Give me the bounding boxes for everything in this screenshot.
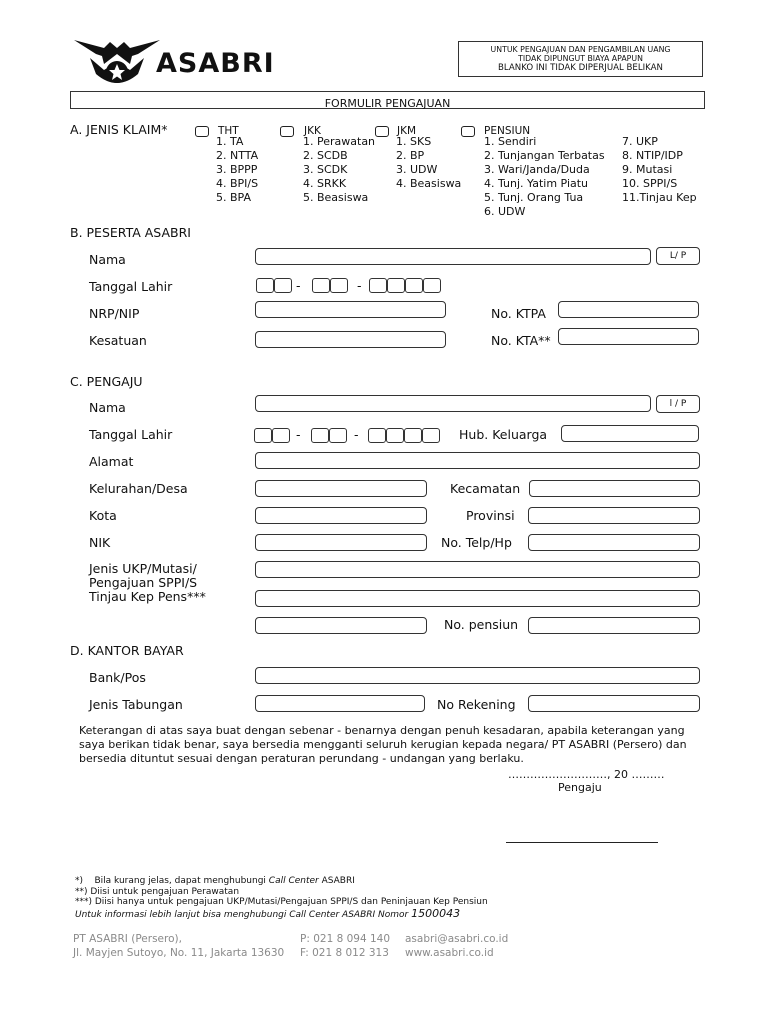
- date-dash: -: [296, 278, 301, 293]
- date-dash: -: [354, 427, 359, 442]
- footnote-1: *) Bila kurang jelas, dapat menghubungi Call Center ASABRI: [75, 876, 355, 886]
- jkk-label: JKK: [304, 125, 321, 137]
- asabri-logo: [74, 34, 160, 90]
- provinsi-label: Provinsi: [466, 508, 515, 523]
- date-cell[interactable]: [368, 428, 386, 443]
- kesatuan-label: Kesatuan: [89, 333, 147, 348]
- jkk-checkbox[interactable]: [280, 126, 294, 137]
- company-phone: P: 021 8 094 140: [300, 933, 391, 945]
- hub-keluarga-field[interactable]: [561, 425, 699, 442]
- alamat-field[interactable]: [255, 452, 700, 469]
- date-dash: -: [357, 278, 362, 293]
- pensiun-label: PENSIUN: [484, 125, 531, 137]
- date-cell[interactable]: [312, 278, 330, 293]
- nrp-label: NRP/NIP: [89, 306, 140, 321]
- section-d-title: D. KANTOR BAYAR: [70, 643, 184, 658]
- tht-list: [216, 135, 258, 205]
- pensiun-extra-list: [622, 135, 697, 205]
- jkm-label: JKM: [397, 125, 417, 137]
- section-b-title: B. PESERTA ASABRI: [70, 225, 191, 240]
- company-email[interactable]: asabri@asabri.co.id: [405, 933, 509, 945]
- alamat-label: Alamat: [89, 454, 134, 469]
- tht-label: THT: [218, 125, 239, 137]
- no-rekening-field[interactable]: [528, 695, 700, 712]
- date-cell[interactable]: [422, 428, 440, 443]
- pensiun-item: 6. UDW: [484, 205, 526, 218]
- kelurahan-field[interactable]: [255, 480, 427, 497]
- date-cell[interactable]: [329, 428, 347, 443]
- date-cell[interactable]: [387, 278, 405, 293]
- pensiun-item: 5. Tunj. Orang Tua: [484, 191, 584, 204]
- jenis-ukp-field-2[interactable]: [255, 590, 700, 607]
- bank-label: Bank/Pos: [89, 670, 146, 685]
- pensiun-checkbox[interactable]: [461, 126, 475, 137]
- tht-item: 1. TA: [216, 135, 244, 148]
- kecamatan-label: Kecamatan: [450, 481, 521, 496]
- nik-field[interactable]: [255, 534, 427, 551]
- no-pensiun-label: No. pensiun: [444, 617, 519, 632]
- pensiun-item: 9. Mutasi: [622, 163, 673, 176]
- kecamatan-field[interactable]: [529, 480, 700, 497]
- notice-box: [458, 41, 703, 77]
- section-a-title: A. JENIS KLAIM*: [70, 122, 168, 137]
- jenis-tabungan-label: Jenis Tabungan: [89, 697, 183, 712]
- pensiun-item: 1. Sendiri: [484, 135, 537, 148]
- date-cell[interactable]: [386, 428, 404, 443]
- jkk-item: 5. Beasiswa: [303, 191, 369, 204]
- kta-field[interactable]: [558, 328, 699, 345]
- date-cell[interactable]: [272, 428, 290, 443]
- tht-checkbox[interactable]: [195, 126, 209, 137]
- date-cell[interactable]: [369, 278, 387, 293]
- declaration-line-3: bersedia dituntut sesuai dengan peraturan perundang - undangan yang berlaku.: [79, 752, 524, 765]
- declaration-line-2: saya berikan tidak benar, saya bersedia mengganti seluruh kerugian kepada negara/ PT ASABRI (Persero) dan: [79, 738, 687, 751]
- pensiun-extra-field[interactable]: [255, 617, 427, 634]
- kota-field[interactable]: [255, 507, 427, 524]
- signer-label: Pengaju: [558, 781, 602, 794]
- kelurahan-label: Kelurahan/Desa: [89, 481, 188, 496]
- declaration-line-1: Keterangan di atas saya buat dengan sebenar - benarnya dengan penuh kesadaran, apabila keterangan yang: [79, 724, 685, 737]
- ktpa-field[interactable]: [558, 301, 699, 318]
- footnote-2: **) Diisi untuk pengajuan Perawatan: [75, 887, 240, 897]
- date-cell[interactable]: [256, 278, 274, 293]
- jkm-item: 4. Beasiswa: [396, 177, 462, 190]
- jenis-ukp-line-3: Tinjau Kep Pens***: [89, 589, 206, 604]
- jenis-ukp-label: [89, 562, 206, 604]
- notice-line-2: TIDAK DIPUNGUT BIAYA APAPUN: [518, 54, 643, 63]
- hub-keluarga-label: Hub. Keluarga: [459, 427, 548, 442]
- date-cell[interactable]: [254, 428, 272, 443]
- date-place-line: ………………………, 20 ………: [508, 768, 665, 781]
- no-pensiun-field[interactable]: [528, 617, 700, 634]
- peserta-nama-label: Nama: [89, 252, 126, 267]
- pensiun-item: 8. NTIP/IDP: [622, 149, 683, 162]
- declaration: [79, 724, 687, 766]
- jenis-tabungan-field[interactable]: [255, 695, 425, 712]
- jkk-item: 1. Perawatan: [303, 135, 376, 148]
- kesatuan-field[interactable]: [255, 331, 446, 348]
- date-dash: -: [296, 427, 301, 442]
- date-cell[interactable]: [423, 278, 441, 293]
- date-cell[interactable]: [274, 278, 292, 293]
- form-title: FORMULIR PENGAJUAN: [324, 97, 451, 110]
- date-cell[interactable]: [311, 428, 329, 443]
- tht-item: 3. BPPP: [216, 163, 258, 176]
- company-name: PT ASABRI (Persero),: [73, 933, 182, 945]
- pensiun-item: 2. Tunjangan Terbatas: [484, 149, 605, 162]
- eagle-emblem-icon: [74, 34, 160, 90]
- peserta-tgl-lahir-label: Tanggal Lahir: [89, 279, 173, 294]
- telp-label: No. Telp/Hp: [441, 535, 512, 550]
- peserta-gender-field[interactable]: L/ P: [656, 247, 700, 265]
- jkm-checkbox[interactable]: [375, 126, 389, 137]
- nik-label: NIK: [89, 535, 111, 550]
- jkk-item: 3. SCDK: [303, 163, 348, 176]
- section-c-title: C. PENGAJU: [70, 374, 143, 389]
- ktpa-label: No. KTPA: [491, 306, 546, 321]
- call-center-number: 1500043: [411, 907, 461, 920]
- jkk-list: [303, 135, 375, 205]
- tht-item: 2. NTTA: [216, 149, 259, 162]
- company-fax: F: 021 8 012 313: [300, 947, 389, 959]
- nrp-field[interactable]: [255, 301, 446, 318]
- company-address: Jl. Mayjen Sutoyo, No. 11, Jakarta 13630: [73, 947, 285, 959]
- bank-field[interactable]: [255, 667, 700, 684]
- kota-label: Kota: [89, 508, 117, 523]
- jkm-item: 3. UDW: [396, 163, 438, 176]
- notice-line-1: UNTUK PENGAJUAN DAN PENGAMBILAN UANG: [490, 45, 671, 54]
- pengaju-nama-field[interactable]: [255, 395, 651, 412]
- jkk-item: 2. SCDB: [303, 149, 348, 162]
- footnote-4: Untuk informasi lebih lanjut bisa menghubungi Call Center ASABRI Nomor 1500043: [75, 907, 461, 920]
- pensiun-item: 3. Wari/Janda/Duda: [484, 163, 590, 176]
- company-website[interactable]: www.asabri.co.id: [405, 947, 494, 959]
- pensiun-item: 7. UKP: [622, 135, 658, 148]
- pensiun-list: [484, 135, 605, 219]
- notice-line-3: BLANKO INI TIDAK DIPERJUAL BELIKAN: [498, 63, 663, 73]
- peserta-nama-field[interactable]: [255, 248, 651, 265]
- pengaju-tgl-lahir-label: Tanggal Lahir: [89, 427, 173, 442]
- date-cell[interactable]: [404, 428, 422, 443]
- jenis-ukp-line-1: Jenis UKP/Mutasi/: [89, 561, 197, 576]
- pengaju-nama-label: Nama: [89, 400, 126, 415]
- pensiun-item: 4. Tunj. Yatim Piatu: [484, 177, 589, 190]
- no-rekening-label: No Rekening: [437, 697, 516, 712]
- jkm-item: 1. SKS: [396, 135, 432, 148]
- form-title-box: [70, 91, 705, 109]
- tht-item: 4. BPI/S: [216, 177, 259, 190]
- pengaju-gender-field[interactable]: l / P: [656, 395, 700, 413]
- jkm-list: [396, 135, 461, 191]
- date-cell[interactable]: [405, 278, 423, 293]
- jkm-item: 2. BP: [396, 149, 425, 162]
- pensiun-item: 11.Tinjau Kep: [622, 191, 697, 204]
- jkk-item: 4. SRKK: [303, 177, 347, 190]
- telp-field[interactable]: [528, 534, 700, 551]
- jenis-ukp-line-2: Pengajuan SPPI/S: [89, 575, 198, 590]
- pensiun-item: 10. SPPI/S: [622, 177, 678, 190]
- kta-label: No. KTA**: [491, 333, 551, 348]
- tht-item: 5. BPA: [216, 191, 251, 204]
- date-cell[interactable]: [330, 278, 348, 293]
- footnote-3: ***) Diisi hanya untuk pengajuan UKP/Mutasi/Pengajuan SPPI/S dan Peninjauan Kep Pensiun: [75, 897, 488, 907]
- brand-name: ASABRI: [156, 48, 275, 79]
- jenis-ukp-field-1[interactable]: [255, 561, 700, 578]
- signature-line[interactable]: [506, 842, 658, 843]
- provinsi-field[interactable]: [528, 507, 700, 524]
